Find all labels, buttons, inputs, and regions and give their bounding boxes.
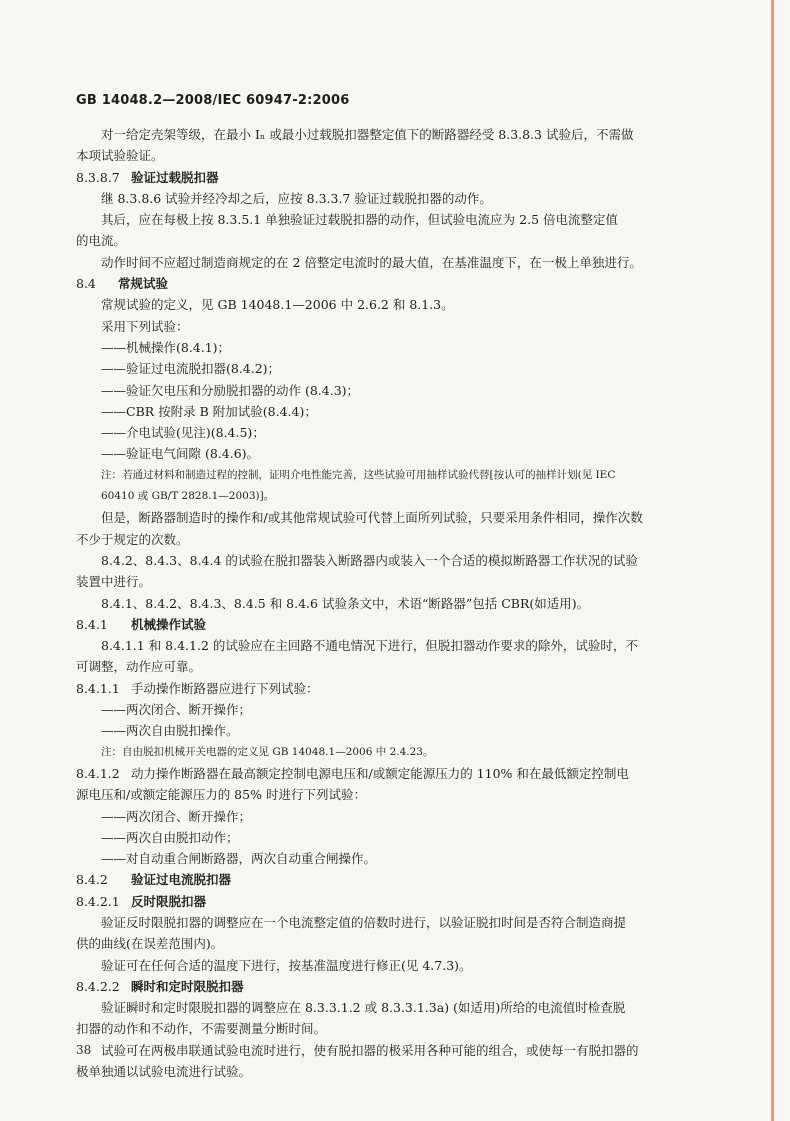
section-title: 动力操作断路器在最高额定控制电源电压和/或额定能源压力的 110% 和在最低额定控制电	[131, 765, 629, 781]
section-heading	[76, 763, 701, 784]
text-line: 对一给定壳架等级，在最小 Iₙ 或最小过载脱扣器整定值下的断路器经受 8.3.8.3 试验后，不需做	[101, 127, 634, 142]
section-number: 8.3.8.7	[76, 169, 120, 185]
text-line: ——介电试验(见注)(8.4.5)；	[101, 425, 265, 441]
text-line: ——两次自由脱扣动作；	[101, 829, 239, 845]
section-title: 常规试验	[118, 276, 169, 292]
text-line: 其后，应在每极上按 8.3.5.1 单独验证过载脱扣器的动作，但试验电流应为 2.5 倍电流整定值	[101, 212, 619, 228]
text-line: 极单独通以试验电流进行试验。	[76, 1064, 252, 1080]
document-body	[76, 124, 701, 1082]
text-line: 动作时间不应超过制造商规定的在 2 倍整定电流时的最大值，在基准温度下，在一极上单独进行。	[101, 254, 642, 270]
section-heading	[76, 273, 701, 294]
page-edge-line	[771, 0, 774, 1121]
text-line: ——CBR 按附录 B 附加试验(8.4.4)；	[101, 403, 317, 419]
standard-header: GB 14048.2—2008/IEC 60947-2:2006	[76, 93, 350, 108]
text-line: 验证可在任何合适的温度下进行，按基准温度进行修正(见 4.7.3)。	[101, 957, 472, 973]
section-number: 8.4.1.2	[76, 765, 120, 781]
text-line: 可调整，动作应可靠。	[76, 659, 202, 675]
text-line: 8.4.1.1 和 8.4.1.2 的试验应在主回路不通电情况下进行，但脱扣器动作要求的除外，试验时，不	[101, 638, 638, 654]
text-line: 验证反时限脱扣器的调整应在一个电流整定值的倍数时进行，以验证脱扣时间是否符合制造商提	[101, 914, 627, 930]
text-line: 扣器的动作和不动作，不需要测量分断时间。	[76, 1021, 327, 1037]
section-title: 反时限脱扣器	[131, 893, 207, 909]
section-heading	[76, 869, 701, 890]
text-line: 采用下列试验：	[101, 318, 189, 334]
text-line: 但是，断路器制造时的操作和/或其他常规试验可代替上面所列试验，只要采用条件相同，操作次数	[101, 510, 643, 526]
section-heading	[76, 167, 701, 188]
text-line: ——验证欠电压和分励脱扣器的动作 (8.4.3)；	[101, 382, 360, 398]
section-number: 8.4.2.2	[76, 978, 120, 994]
section-number: 8.4.2	[76, 872, 108, 888]
note-line: 注：自由脱扣机械开关电器的定义见 GB 14048.1—2006 中 2.4.23。	[101, 745, 434, 758]
section-title: 手动操作断路器应进行下列试验：	[131, 680, 319, 696]
text-line: 装置中进行。	[76, 574, 152, 590]
section-heading	[76, 678, 701, 699]
section-heading	[76, 614, 701, 635]
text-line: 8.4.2、8.4.3、8.4.4 的试验在脱扣器装入断路器内或装入一个合适的模拟断路器工作状况的试验	[101, 552, 638, 568]
section-title: 瞬时和定时限脱扣器	[131, 978, 244, 994]
text-line: ——验证过电流脱扣器(8.4.2)；	[101, 361, 281, 377]
section-number: 8.4.2.1	[76, 893, 120, 909]
section-title: 验证过载脱扣器	[131, 169, 219, 185]
text-line: 不少于规定的次数。	[76, 531, 189, 547]
text-line: ——两次闭合、断开操作；	[101, 702, 252, 718]
text-line: 试验可在两极串联通试验电流时进行，使有脱扣器的极采用各种可能的组合，或使每一有脱扣器的	[101, 1042, 639, 1058]
section-title: 验证过电流脱扣器	[131, 872, 232, 888]
section-heading	[76, 891, 701, 912]
section-number: 8.4	[76, 276, 96, 292]
section-title: 机械操作试验	[131, 616, 207, 632]
text-line: ——两次自由脱扣操作。	[101, 723, 239, 739]
text-line: 本项试验验证。	[76, 148, 164, 164]
text-line: 继 8.3.8.6 试验并经冷却之后，应按 8.3.3.7 验证过载脱扣器的动作。	[101, 190, 492, 206]
text-line: 供的曲线(在误差范围内)。	[76, 936, 224, 952]
text-line: ——对自动重合闸断路器，两次自动重合闸操作。	[101, 851, 377, 867]
text-line: ——两次闭合、断开操作；	[101, 808, 252, 824]
text-line: 8.4.1、8.4.2、8.4.3、8.4.5 和 8.4.6 试验条文中，术语“断路器”包括 CBR(如适用)。	[101, 595, 590, 611]
page-number: 38	[76, 1043, 92, 1057]
text-line: 常规试验的定义，见 GB 14048.1—2006 中 2.6.2 和 8.1.3。	[101, 297, 454, 313]
text-line: 的电流。	[76, 233, 127, 249]
section-number: 8.4.1	[76, 616, 108, 632]
note-line: 注：若通过材料和制造过程的控制，证明介电性能完善，这些试验可用抽样试验代替[按认可的抽样计划(见 IEC	[101, 468, 616, 481]
text-line: ——机械操作(8.4.1)；	[101, 339, 231, 355]
text-line: ——验证电气间隙 (8.4.6)。	[101, 446, 260, 462]
section-heading	[76, 976, 701, 997]
text-line: 源电压和/或额定能源压力的 85% 时进行下列试验：	[76, 787, 366, 803]
note-line: 60410 或 GB/T 2828.1—2003)]。	[101, 490, 275, 503]
section-number: 8.4.1.1	[76, 680, 120, 696]
text-line: 验证瞬时和定时限脱扣器的调整应在 8.3.3.1.2 或 8.3.3.1.3a) (如适用)所给的电流值时检查脱	[101, 1000, 626, 1016]
